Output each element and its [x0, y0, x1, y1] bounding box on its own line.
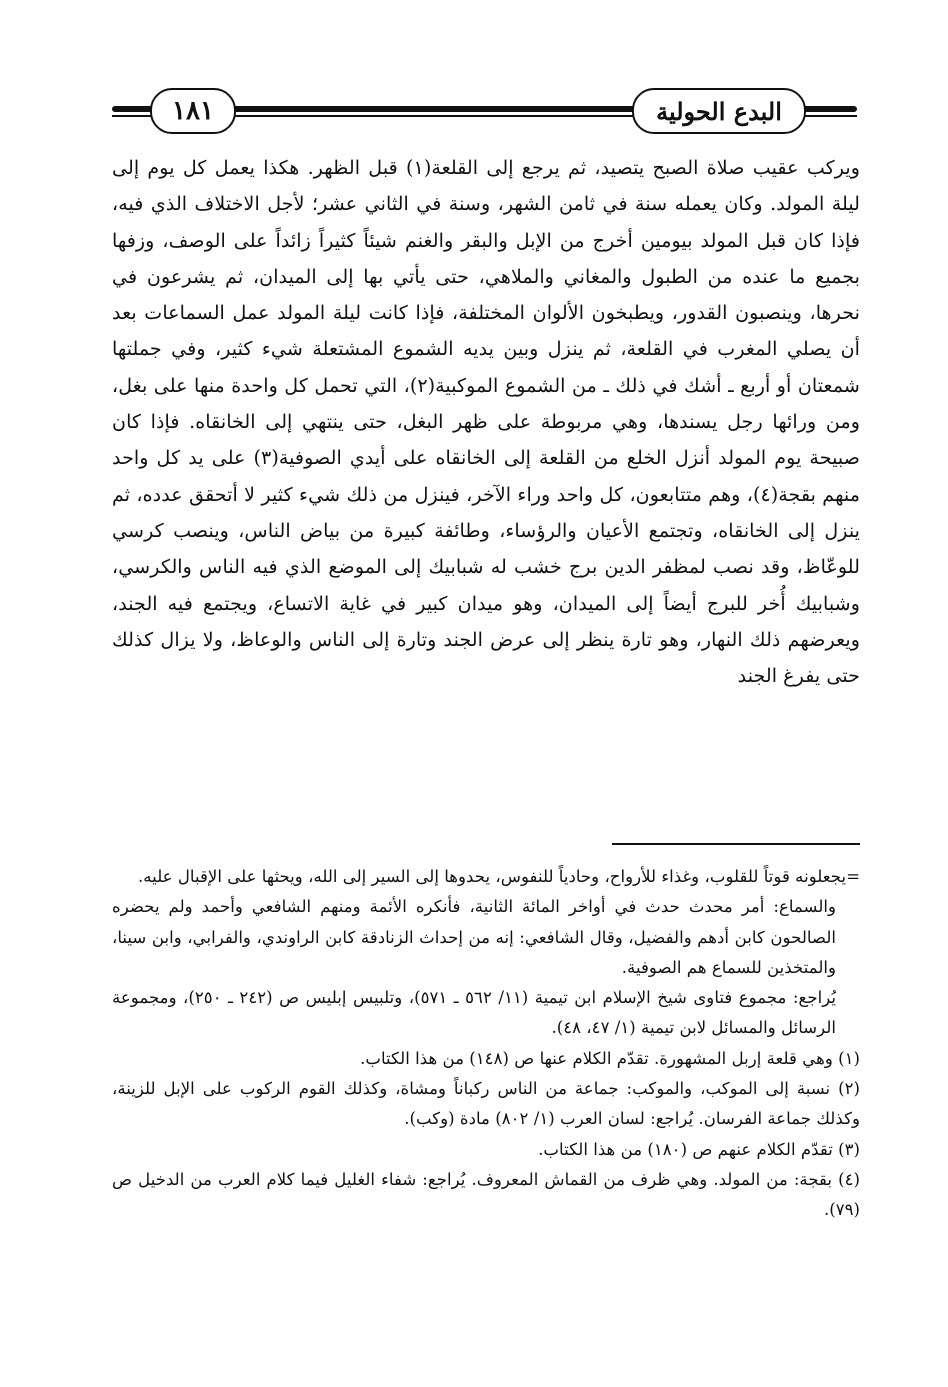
footnote-1: (١) وهي قلعة إربل المشهورة. تقدّم الكلام عنها ص (١٤٨) من هذا الكتاب. — [360, 1048, 860, 1068]
page-number: ١٨١ — [150, 88, 236, 134]
footnote-separator — [612, 843, 860, 845]
footnote-references: يُراجع: مجموع فتاوى شيخ الإسلام ابن تيمية (١١/ ٥٦٢ ـ ٥٧١)، وتلبيس إبليس ص (٢٤٢ ـ ٢٥٠)، ومجموعة الرسائل والمسائل لابن تيمية (١/ ٤٧، ٤٨). — [112, 988, 836, 1038]
running-title: البدع الحولية — [632, 88, 806, 134]
main-text — [112, 150, 860, 694]
footnote-sama: والسماع: أمر محدث حدث في أواخر المائة الثانية، فأنكره الأئمة ومنهم الشافعي وأحمد ولم يحضره الصالحون كابن أدهم والفضيل، وقال الشافعي: إنه من إحداث الزنادقة كابن الراوندي، والفرابي، وابن سينا، والمتخذين للسماع هم الصوفية. — [112, 897, 836, 977]
footnote-continuation: =يجعلونه قوتاً للقلوب، وغذاء للأرواح، وحادياً للنفوس، يحدوها إلى السير إلى الله، ويحثها على الإقبال عليه. — [138, 867, 860, 886]
footnote-4: (٤) بقجة: من المولد. وهي ظرف من القماش المعروف. يُراجع: شفاء الغليل فيما كلام العرب من الدخيل ص (٧٩). — [112, 1169, 860, 1220]
footnote-2: (٢) نسبة إلى الموكب، والموكب: جماعة من الناس ركباناً ومشاة، وكذلك القوم الركوب على الإبل للزينة، وكذلك جماعة الفرسان. يُراجع: لسان العرب (١/ ٨٠٢) مادة (وكب). — [112, 1079, 860, 1129]
footnote-3: (٣) تقدّم الكلام عنهم ص (١٨٠) من هذا الكتاب. — [538, 1139, 860, 1159]
page-header — [112, 84, 857, 140]
main-paragraph: ويركب عقيب صلاة الصبح يتصيد، ثم يرجع إلى القلعة(١) قبل الظهر. هكذا يعمل كل يوم إلى ليلة المولد. وكان يعمله سنة في ثامن الشهر، وسنة في الثاني عشر؛ لأجل الاختلاف الذي فيه، فإذا كان قبل المولد بيومين أخرج من الإبل والبقر والغنم شيئاً كثيراً زائداً على الوصف، وزفها بجميع ما عنده من الطبول والمغاني والملاهي، حتى يأتي بها إلى الميدان، ثم يشرعون في نحرها، وينصبون القدور، ويطبخون الألوان المختلفة، فإذا كانت ليلة المولد عمل السماعات بعد أن يصلي المغرب في القلعة، ثم ينزل وبين يديه الشموع المشتعلة شيء كثير، وفي جملتها شمعتان أو أربع ـ أشك في ذلك ـ من الشموع الموكبية(٢)، التي تحمل كل واحدة منها على بغل، ومن ورائها رجل يسندها، وهي مربوطة على ظهر البغل، حتى ينتهي إلى الخانقاه. فإذا كان صبيحة يوم المولد أنزل الخلع من القلعة إلى الخانقاه على أيدي الصوفية(٣) على يد كل واحد منهم بقجة(٤)، وهم متتابعون، كل واحد وراء الآخر، فينزل من ذلك شيء كثير لا أتحقق عدده، ثم ينزل إلى الخانقاه، وتجتمع الأعيان والرؤساء، وطائفة كبيرة من بياض الناس، وينصب كرسي للوعّاظ، وقد نصب لمظفر الدين برج خشب له شبابيك إلى الموضع الذي فيه الناس والكرسي، وشبابيك أُخر للبرج أيضاً إلى الميدان، وهو ميدان كبير في غاية الاتساع، ويجتمع فيه الجند، ويعرضهم ذلك النهار، وهو تارة ينظر إلى عرض الجند وتارة إلى الناس والوعاظ، ولا يزال كذلك حتى يفرغ الجند — [112, 156, 860, 688]
footnotes — [112, 862, 860, 1226]
